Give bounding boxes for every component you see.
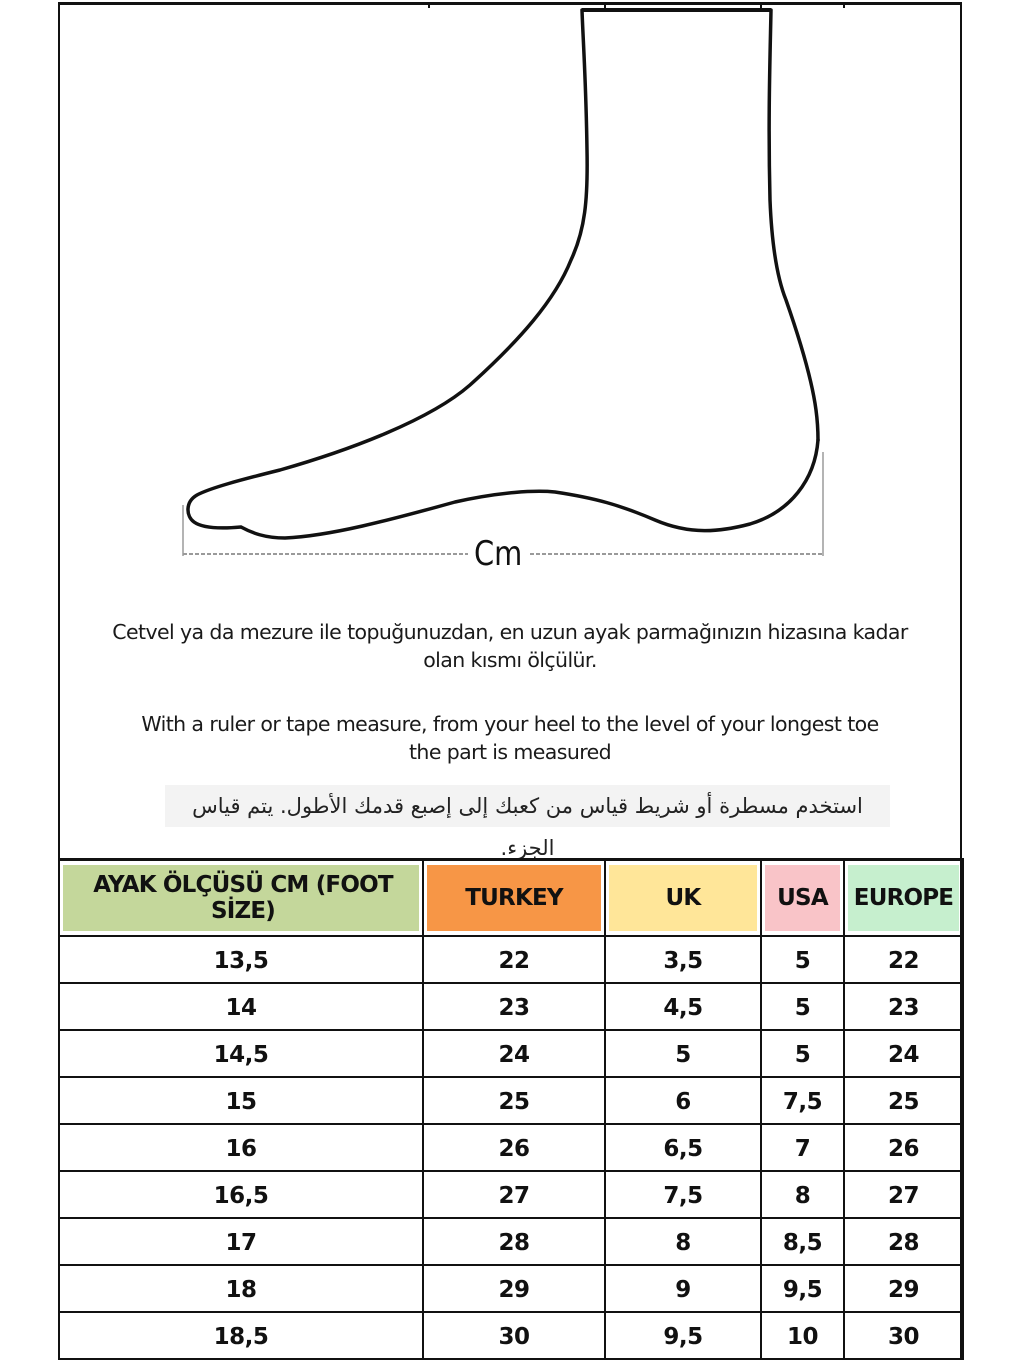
cell-europe: 28 — [844, 1218, 963, 1265]
cell-turkey: 30 — [423, 1312, 605, 1359]
cell-turkey: 26 — [423, 1124, 605, 1171]
cell-foot-cm: 18,5 — [59, 1312, 423, 1359]
cell-uk: 6,5 — [605, 1124, 761, 1171]
header-turkey: TURKEY — [423, 860, 605, 937]
cell-turkey: 29 — [423, 1265, 605, 1312]
instruction-english-line2: the part is measured — [408, 740, 612, 764]
cell-usa: 9,5 — [761, 1265, 844, 1312]
cell-turkey: 28 — [423, 1218, 605, 1265]
cell-foot-cm: 14,5 — [59, 1030, 423, 1077]
cell-foot-cm: 13,5 — [59, 936, 423, 983]
cell-usa: 10 — [761, 1312, 844, 1359]
cell-foot-cm: 16,5 — [59, 1171, 423, 1218]
cell-europe: 27 — [844, 1171, 963, 1218]
cell-uk: 8 — [605, 1218, 761, 1265]
instruction-turkish-line1: Cetvel ya da mezure ile topuğunuzdan, en uzun ayak parmağınızın hizasına kadar — [112, 620, 908, 644]
size-conversion-table — [58, 858, 964, 1360]
cell-europe: 30 — [844, 1312, 963, 1359]
cell-uk: 7,5 — [605, 1171, 761, 1218]
cell-uk: 9,5 — [605, 1312, 761, 1359]
instruction-turkish-line2: olan kısmı ölçülür. — [423, 648, 597, 672]
cell-europe: 22 — [844, 936, 963, 983]
cell-uk: 6 — [605, 1077, 761, 1124]
cell-uk: 9 — [605, 1265, 761, 1312]
cell-foot-cm: 18 — [59, 1265, 423, 1312]
table-header-row — [59, 860, 963, 937]
cell-foot-cm: 17 — [59, 1218, 423, 1265]
header-europe: EUROPE — [844, 860, 963, 937]
cell-usa: 7 — [761, 1124, 844, 1171]
header-foot-size: AYAK ÖLÇÜSÜ CM (FOOT SİZE) — [59, 860, 423, 937]
table-row — [59, 983, 963, 1030]
instruction-english — [100, 710, 920, 766]
table-row — [59, 1124, 963, 1171]
header-uk: UK — [605, 860, 761, 937]
cell-uk: 3,5 — [605, 936, 761, 983]
table-row — [59, 1171, 963, 1218]
cell-usa: 5 — [761, 1030, 844, 1077]
cell-usa: 7,5 — [761, 1077, 844, 1124]
instruction-english-line1: With a ruler or tape measure, from your heel to the level of your longest toe — [141, 712, 879, 736]
cell-usa: 8,5 — [761, 1218, 844, 1265]
cell-turkey: 27 — [423, 1171, 605, 1218]
header-usa: USA — [761, 860, 844, 937]
cell-foot-cm: 14 — [59, 983, 423, 1030]
measure-label: Cm — [474, 534, 523, 574]
cell-foot-cm: 15 — [59, 1077, 423, 1124]
instruction-turkish — [100, 618, 920, 674]
cell-europe: 26 — [844, 1124, 963, 1171]
cell-foot-cm: 16 — [59, 1124, 423, 1171]
cell-turkey: 25 — [423, 1077, 605, 1124]
cell-usa: 8 — [761, 1171, 844, 1218]
cell-europe: 23 — [844, 983, 963, 1030]
table-row — [59, 1265, 963, 1312]
table-row — [59, 1077, 963, 1124]
foot-outline-diagram — [0, 0, 1020, 600]
cell-uk: 4,5 — [605, 983, 761, 1030]
cell-europe: 24 — [844, 1030, 963, 1077]
table-row — [59, 1030, 963, 1077]
cell-turkey: 24 — [423, 1030, 605, 1077]
cell-uk: 5 — [605, 1030, 761, 1077]
table-row — [59, 1218, 963, 1265]
cell-europe: 29 — [844, 1265, 963, 1312]
cell-europe: 25 — [844, 1077, 963, 1124]
instruction-arabic: استخدم مسطرة أو شريط قياس من كعبك إلى إصبع قدمك الأطول. يتم قياس الجزء. — [165, 785, 890, 827]
table-row — [59, 936, 963, 983]
cell-usa: 5 — [761, 983, 844, 1030]
table-row — [59, 1312, 963, 1359]
cell-turkey: 22 — [423, 936, 605, 983]
cell-turkey: 23 — [423, 983, 605, 1030]
cell-usa: 5 — [761, 936, 844, 983]
